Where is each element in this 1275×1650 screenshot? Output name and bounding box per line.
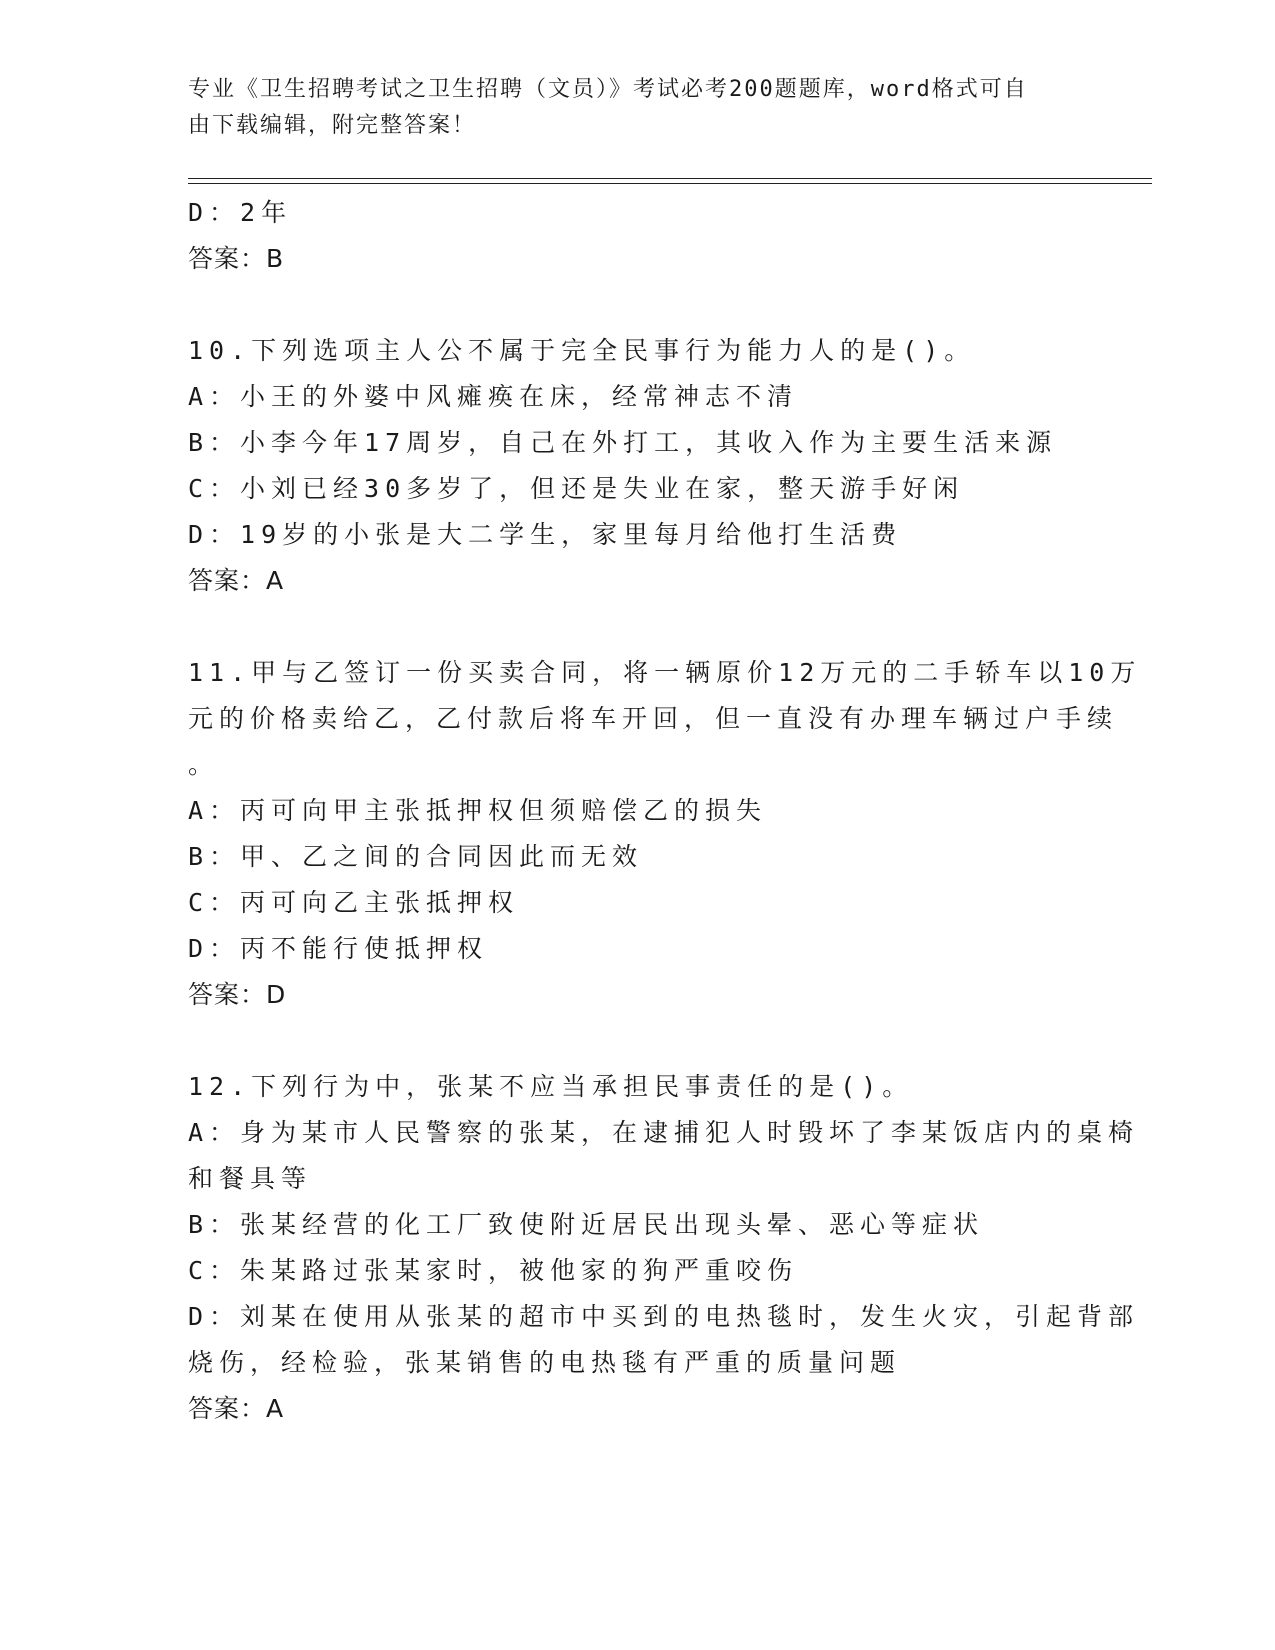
- question-stem-line-2: 元的价格卖给乙，乙付款后将车开回，但一直没有办理车辆过户手续: [188, 704, 1119, 733]
- option-d: D：19岁的小张是大二学生，家里每月给他打生活费: [188, 520, 903, 549]
- option-d: D：丙不能行使抵押权: [188, 934, 489, 963]
- spacer: [188, 1018, 1088, 1064]
- document-header: [188, 72, 1068, 144]
- answer-line: 答案：A: [188, 1394, 285, 1423]
- option-b: B：小李今年17周岁，自己在外打工，其收入作为主要生活来源: [188, 428, 1058, 457]
- option-b: B：甲、乙之间的合同因此而无效: [188, 842, 644, 871]
- option-c: C：丙可向乙主张抵押权: [188, 888, 520, 917]
- header-line-2: 由下载编辑，附完整答案！: [188, 113, 477, 138]
- header-rule-bottom: [188, 183, 1152, 184]
- question-stem: 10.下列选项主人公不属于完全民事行为能力人的是()。: [188, 336, 976, 365]
- question-stem: 12.下列行为中，张某不应当承担民事责任的是()。: [188, 1072, 914, 1101]
- document-body: [188, 190, 1142, 1432]
- option-d: D：2年: [188, 198, 293, 227]
- answer-line: 答案：B: [188, 244, 285, 273]
- header-rule-top: [188, 178, 1152, 179]
- option-a-line-1: A：身为某市人民警察的张某，在逮捕犯人时毁坏了李某饭店内的桌椅: [188, 1118, 1140, 1147]
- option-c: C：朱某路过张某家时，被他家的狗严重咬伤: [188, 1256, 799, 1285]
- question-12: [188, 1064, 1140, 1432]
- spacer: [188, 604, 1088, 650]
- answer-line: 答案：A: [188, 566, 285, 595]
- answer-line: 答案：D: [188, 980, 287, 1009]
- spacer: [188, 282, 1088, 328]
- previous-question-tail: [188, 190, 1088, 282]
- question-stem-line-3: 。: [188, 750, 220, 779]
- header-line-1: 专业《卫生招聘考试之卫生招聘（文员）》考试必考200题题库，word格式可自: [188, 77, 1028, 102]
- question-10: [188, 328, 1088, 604]
- option-d-line-2: 烧伤，经检验，张某销售的电热毯有严重的质量问题: [188, 1348, 902, 1377]
- option-c: C：小刘已经30多岁了，但还是失业在家，整天游手好闲: [188, 474, 965, 503]
- option-b: B：张某经营的化工厂致使附近居民出现头晕、恶心等症状: [188, 1210, 985, 1239]
- question-11: [188, 650, 1142, 1018]
- option-a: A：小王的外婆中风瘫痪在床，经常神志不清: [188, 382, 799, 411]
- question-stem-line-1: 11.甲与乙签订一份买卖合同，将一辆原价12万元的二手轿车以10万: [188, 658, 1142, 687]
- option-a: A：丙可向甲主张抵押权但须赔偿乙的损失: [188, 796, 768, 825]
- option-a-line-2: 和餐具等: [188, 1164, 313, 1193]
- option-d-line-1: D：刘某在使用从张某的超市中买到的电热毯时，发生火灾，引起背部: [188, 1302, 1140, 1331]
